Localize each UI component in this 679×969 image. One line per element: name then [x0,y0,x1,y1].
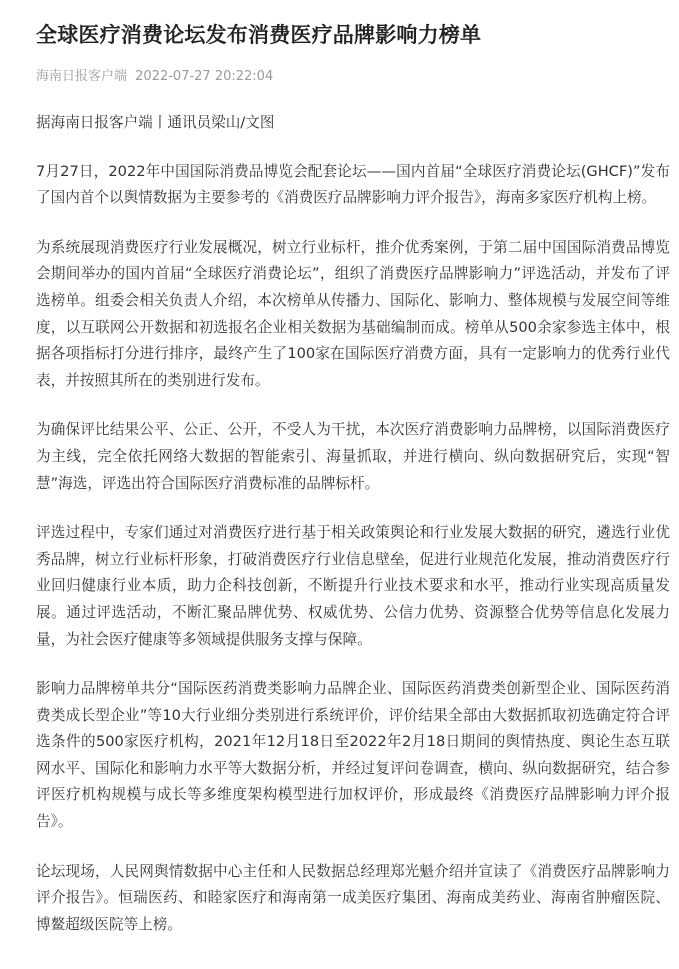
body-paragraph: 影响力品牌榜单共分“国际医药消费类影响力品牌企业、国际医药消费类创新型企业、国际医药消费类成长型企业”等10大行业细分类别进行系统评价，评价结果全部由大数据抓取初选确定符合评选条件的500家医疗机构，2021年12月18日至2022年2月18日期间的舆情热度、舆论生态互联网水平、国际化和影响力水平等大数据分析，并经过复评问卷调查，横向、纵向数据研究，结合参评医疗机构规模与成长等多维度架构模型进行加权评价，形成最终《消费医疗品牌影响力评介报告》。 [36,680,670,831]
article-timestamp: 2022-07-27 20:22:04 [135,69,274,84]
article-title: 全球医疗消费论坛发布消费医疗品牌影响力榜单 [36,23,482,47]
article-source[interactable]: 海南日报客户端 [36,69,128,84]
byline-paragraph: 据海南日报客户端丨通讯员梁山/文图 [36,114,275,131]
body-paragraph: 评选过程中，专家们通过对消费医疗进行基于相关政策舆论和行业发展大数据的研究，遴选行业优秀品牌，树立行业标杆形象，打破消费医疗行业信息壁垒，促进行业规范化发展，推动消费医疗行业回归健康行业本质，助力企科技创新，不断提升行业技术要求和水平，推动行业实现高质量发展。通过评选活动，不断汇聚品牌优势、权威优势、公信力优势、资源整合优势等信息化发展力量，为社会医疗健康等多领域提供服务支撑与保障。 [36,524,670,648]
body-paragraph: 论坛现场，人民网舆情数据中心主任和人民数据总经理郑光魁介绍并宣读了《消费医疗品牌影响力评介报告》。恒瑞医药、和睦家医疗和海南第一成美医疗集团、海南成美药业、海南省肿瘤医院、博鳌超级医院等上榜。 [36,862,670,933]
article-body [36,110,670,961]
body-paragraph: 为确保评比结果公平、公正、公开，不受人为干扰，本次医疗消费影响力品牌榜，以国际消费医疗为主线，完全依托网络大数据的智能索引、海量抓取，并进行横向、纵向数据研究后，实现“智慧”海选，评选出符合国际医疗消费标准的品牌标杆。 [36,421,670,492]
body-paragraph: 7月27日，2022年中国国际消费品博览会配套论坛——国内首届“全球医疗消费论坛(GHCF)”发布了国内首个以舆情数据为主要参考的《消费医疗品牌影响力评介报告》，海南多家医疗机构上榜。 [36,162,670,207]
body-paragraph: 为系统展现消费医疗行业发展概况，树立行业标杆，推介优秀案例，于第二届中国国际消费品博览会期间举办的国内首届“全球医疗消费论坛”，组织了消费医疗品牌影响力”评选活动，并发布了评选榜单。组委会相关负责人介绍，本次榜单从传播力、国际化、影响力、整体规模与发展空间等维度，以互联网公开数据和初选报名企业相关数据为基础编制而成。榜单从500余家参选主体中，根据各项指标打分进行排序，最终产生了100家在国际医疗消费方面，具有一定影响力的优秀行业代表，并按照其所在的类别进行发布。 [36,238,670,389]
article-meta [36,65,273,89]
